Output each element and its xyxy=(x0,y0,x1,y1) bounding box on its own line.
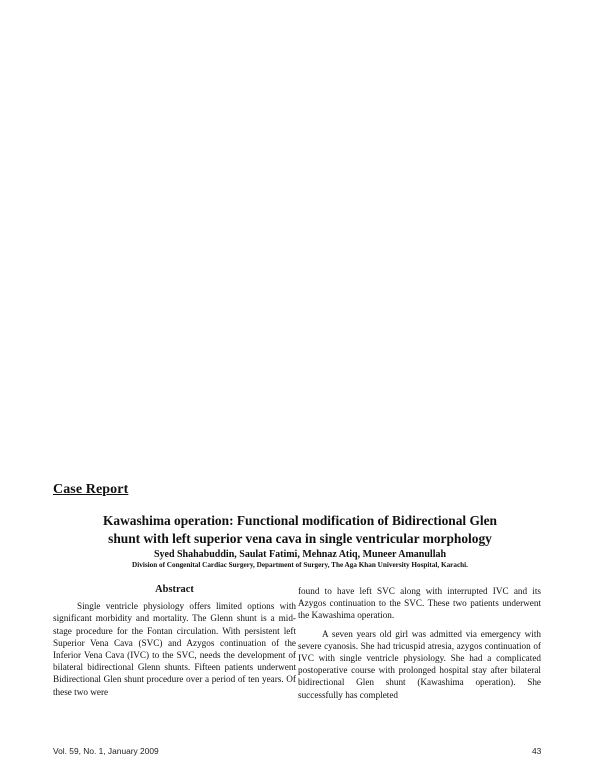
title-line-2: shunt with left superior vena cava in single ventricular morphology xyxy=(108,531,492,546)
journal-footer: Vol. 59, No. 1, January 2009 xyxy=(53,746,159,756)
title-line-1: Kawashima operation: Functional modification of Bidirectional Glen xyxy=(102,513,498,528)
case-paragraph: A seven years old girl was admitted via emergency with severe cyanosis. She had tricuspid atresia, azygos continuation of IVC with single ventricle physiology. She had a complicated postoperative course with prolonged hospital stay after bilateral bidirectional Glen shunt (Kawashima operation). She successfully has completed xyxy=(298,628,541,700)
section-label: Case Report xyxy=(53,482,129,497)
abstract-heading: Abstract xyxy=(155,584,194,595)
left-column xyxy=(53,582,296,698)
affiliation: Division of Congenital Cardiac Surgery, Department of Surgery, The Aga Khan University Hospital, Karachi. xyxy=(132,561,468,569)
right-column xyxy=(298,585,541,701)
abstract-continuation: found to have left SVC along with interrupted IVC and its Azygos continuation to the SVC. These two patients underwent the Kawashima operation. xyxy=(298,586,541,621)
page-number: 43 xyxy=(532,746,542,756)
abstract-text: Single ventricle physiology offers limited options with significant morbidity and mortality. The Glenn shunt is a mid-stage procedure for the Fontan circulation. With persistent left Superior Vena Cava (SVC) and Azygos continuation of the Inferior Vena Cava (IVC) to the SVC, needs the development of bilateral bidirectional Glenn shunts. Fifteen patients underwent Bidirectional Glen shunt procedure over a period of ten years. Of these two were xyxy=(53,601,296,697)
article-title xyxy=(60,512,540,548)
author-list: Syed Shahabuddin, Saulat Fatimi, Mehnaz Atiq, Muneer Amanullah xyxy=(153,549,447,560)
